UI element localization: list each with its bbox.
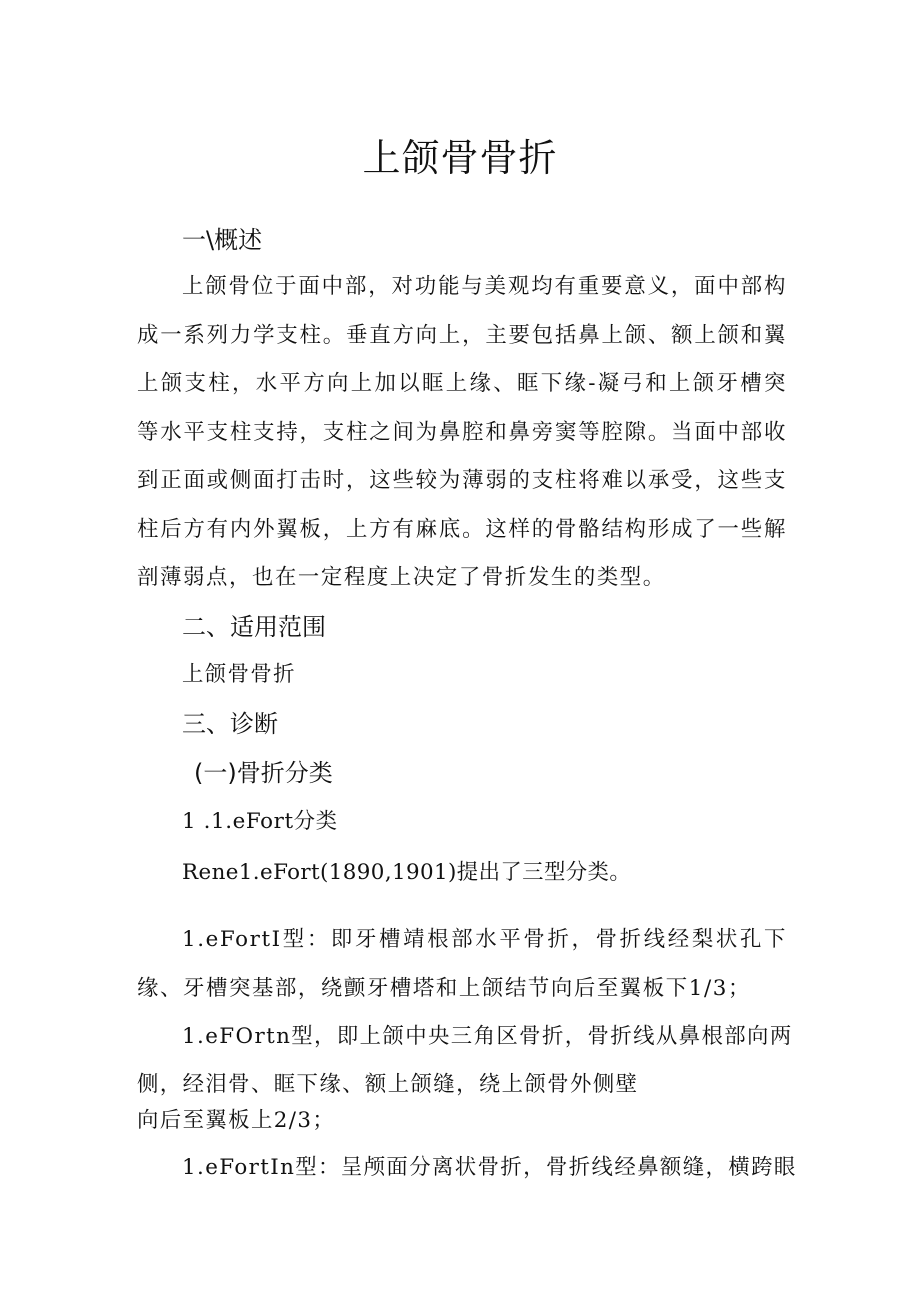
section-heading-scope: 二、适用范围 bbox=[182, 613, 326, 641]
lefort-type1-paragraph: 1.eFortI型：即牙槽靖根部水平骨折，骨折线经梨状孔下缘、牙槽突基部，绕颤牙槽塔和上颌结节向后至翼板下1/3； bbox=[137, 927, 787, 1001]
lefort-type2-line2: 侧，经泪骨、眶下缘、额上颌缝，绕上颌骨外侧壁 bbox=[137, 1072, 639, 1097]
item-title-lefort: 1 .1.eFort分类 bbox=[182, 809, 338, 834]
lefort-intro: Rene1.eFort(1890,1901)提出了三型分类。 bbox=[182, 860, 632, 885]
overview-paragraph: 上颌骨位于面中部，对功能与美观均有重要意义，面中部构成一系列力学支柱。垂直方向上，主要包括鼻上颌、额上颌和翼上颌支柱，水平方向上加以眶上缘、眶下缘-凝弓和上颌牙槽突等水平支柱支持，支柱之间为鼻腔和鼻旁窦等腔隙。当面中部收到正面或侧面打击时，这些较为薄弱的支柱将难以承受，这些支柱后方有内外翼板，上方有麻底。这样的骨骼结构形成了一些解剖薄弱点，也在一定程度上决定了骨折发生的类型。 bbox=[137, 274, 787, 590]
lefort-type2-line1: 1.eFOrtn型，即上颌中央三角区骨折，骨折线从鼻根部向两 bbox=[182, 1024, 793, 1049]
section-heading-diagnosis: 三、诊断 bbox=[182, 710, 278, 738]
lefort-type2-line3: 向后至翼板上2/3； bbox=[137, 1108, 336, 1133]
subheading-fracture-classification: (一)骨折分类 bbox=[194, 759, 333, 787]
lefort-type3-line1: 1.eFortIn型：呈颅面分离状骨折，骨折线经鼻额缝，横跨眼 bbox=[182, 1155, 797, 1180]
section-heading-overview: 一\概述 bbox=[182, 226, 263, 254]
scope-text: 上颌骨骨折 bbox=[182, 662, 296, 687]
document-title: 上颌骨骨折 bbox=[362, 136, 558, 180]
